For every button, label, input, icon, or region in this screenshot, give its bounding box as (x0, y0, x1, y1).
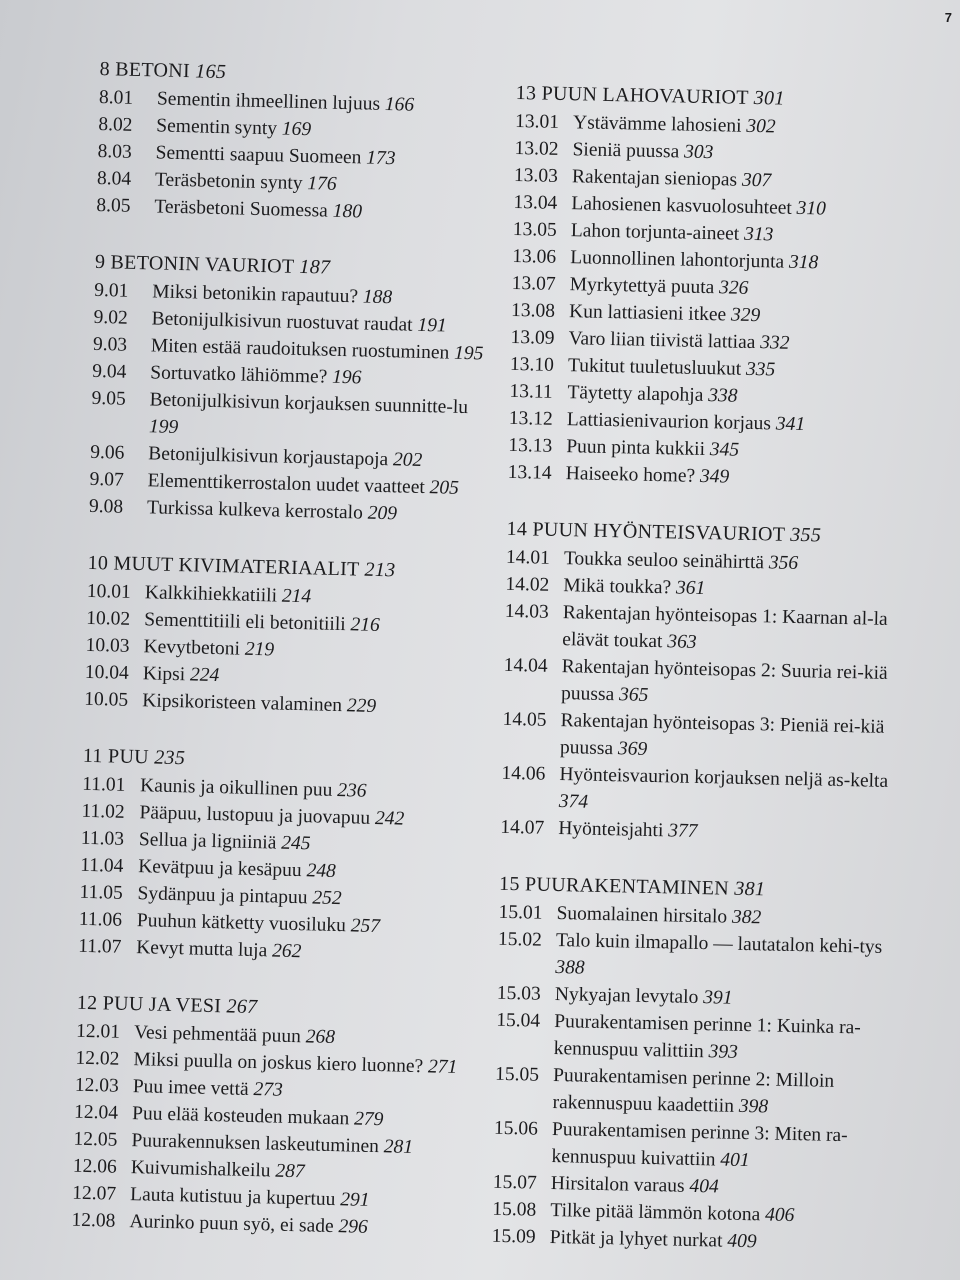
entry-title: Teräsbetonin synty (154, 169, 303, 194)
entry-page: 176 (307, 173, 337, 195)
entry-title: Kipsi (142, 663, 186, 686)
entry-title: Hyönteisvaurion korjauksen neljä as-kelta (559, 764, 889, 792)
entry-title: Varo liian tiivistä lattiaa (568, 328, 756, 354)
entry-title: Sydänpuu ja pintapuu (137, 883, 308, 909)
entry-title: Rakentajan sieniopas (571, 166, 738, 191)
entry-page: 205 (429, 477, 460, 499)
entry-title: Tilke pitää lämmön kotona (550, 1199, 761, 1226)
entry-number: 14.06 (501, 762, 546, 785)
entry-title: Puurakentamisen perinne 1: Kuinka ra-kennuspuu valittiin (553, 1011, 861, 1063)
entry-page: 329 (730, 304, 761, 327)
entry-number: 14.04 (503, 654, 548, 677)
entry-page: 335 (745, 358, 776, 381)
entry-number: 11.04 (79, 854, 124, 877)
toc-entry (503, 652, 894, 714)
chapter-page: 301 (753, 86, 785, 110)
chapter-title: 14 PUUN HYÖNTEISVAURIOT (506, 517, 786, 546)
entry-page: 245 (281, 832, 311, 855)
entry-number: 12.06 (72, 1155, 117, 1178)
entry-title: Kuivumishalkeilu (130, 1157, 271, 1182)
entry-number: 13.09 (510, 326, 555, 349)
entry-title-line (559, 761, 892, 822)
entry-page: 393 (708, 1041, 739, 1063)
entry-title: Pitkät ja lyhyet nurkat (549, 1226, 723, 1252)
entry-number: 12.08 (71, 1209, 116, 1232)
entry-title: Sortuvatko lähiömme? (150, 362, 328, 388)
entry-number: 8.05 (96, 194, 131, 217)
entry-number: 13.12 (508, 407, 553, 430)
toc-chapter (491, 871, 889, 1258)
entry-number: 15.08 (492, 1198, 537, 1221)
entry-title-line (555, 927, 888, 988)
entry-number: 13.07 (511, 272, 556, 295)
entry-title-line (553, 1008, 886, 1069)
entry-page: 409 (727, 1230, 757, 1253)
page-number: 7 (944, 10, 952, 25)
toc-entry (495, 1007, 886, 1069)
entry-page: 332 (760, 332, 790, 354)
entry-page: 173 (366, 147, 396, 170)
entry-page: 236 (337, 780, 367, 802)
entry-title-line (558, 815, 890, 849)
entry-number: 11.07 (77, 935, 122, 958)
entry-number: 13.02 (514, 137, 559, 160)
entry-title: Lahosienen kasvuolosuhteet (571, 193, 792, 219)
entry-title: Vesi pehmentää puun (133, 1022, 302, 1048)
entry-title: Sellua ja ligniiniä (138, 829, 277, 854)
entry-number: 9.05 (91, 387, 127, 410)
entry-title-line (560, 707, 893, 768)
entry-page: 404 (689, 1175, 719, 1198)
toc-column-right (491, 80, 906, 1280)
entry-page: 318 (788, 251, 819, 274)
entry-number: 13.04 (513, 191, 558, 214)
entry-number: 9.02 (93, 306, 128, 329)
entry-page: 401 (720, 1149, 750, 1172)
entry-page: 406 (764, 1204, 795, 1227)
entry-title: Teräsbetoni Suomessa (154, 196, 329, 222)
chapter-title: 15 PUURAKENTAMINEN (498, 872, 730, 900)
toc-chapter (507, 80, 905, 494)
entry-page: 273 (253, 1079, 284, 1101)
entry-page: 279 (353, 1108, 384, 1131)
entry-title: Pääpuu, lustopuu ja juovapuu (139, 802, 371, 829)
entry-number: 15.02 (497, 928, 543, 951)
entry-number: 9.03 (92, 333, 128, 356)
entry-number: 14.05 (502, 708, 547, 731)
chapter-page: 213 (364, 558, 396, 582)
entry-page: 382 (731, 906, 762, 929)
toc-chapter (84, 550, 488, 723)
entry-title-line (562, 599, 895, 660)
entry-title: Myrkytettyä puuta (569, 274, 715, 299)
entry-page: 369 (617, 738, 648, 760)
entry-number: 13.08 (510, 299, 556, 322)
entry-number: 14.01 (505, 546, 551, 569)
entry-page: 257 (350, 915, 381, 938)
entry-title: Kun lattiasieni itkee (568, 301, 727, 326)
entry-page: 374 (558, 791, 589, 813)
toc-chapter (96, 56, 500, 229)
toc-entry (493, 1115, 884, 1177)
entry-number: 15.03 (496, 982, 541, 1005)
entry-title: Turkissa kulkeva kerrostalo (146, 497, 364, 524)
toc-chapter (71, 990, 477, 1244)
entry-title: Sieniä puussa (572, 139, 680, 163)
entry-number: 14.02 (505, 573, 550, 596)
entry-page: 341 (775, 413, 806, 436)
chapter-title: 13 PUUN LAHOVAURIOT (515, 81, 749, 109)
entry-page: 191 (417, 314, 447, 337)
entry-title: Kevyt mutta luja (135, 937, 268, 962)
entry-title: Betonijulkisivun korjauksen suunnitte-lu (149, 389, 469, 419)
toc-column-left (70, 56, 499, 1273)
entry-title: Puu imee vettä (132, 1076, 249, 1100)
entry-title: Luonnollinen lahontorjunta (570, 247, 785, 273)
entry-page: 166 (384, 93, 415, 116)
entry-page: 377 (668, 820, 698, 842)
entry-title: Puurakennuksen laskeutuminen (131, 1130, 380, 1158)
chapter-page: 235 (153, 746, 186, 770)
entry-page: 326 (718, 277, 749, 299)
entry-page: 291 (339, 1189, 370, 1211)
entry-number: 13.11 (509, 380, 553, 403)
entry-page: 338 (707, 385, 738, 407)
entry-title: Lahon torjunta-aineet (570, 220, 740, 245)
entry-page: 268 (305, 1026, 336, 1049)
entry-title: Nykyajan levytalo (554, 984, 699, 1009)
entry-page: 365 (618, 684, 649, 706)
entry-page: 363 (667, 631, 697, 653)
entry-title: Kalkkihiekkatiili (144, 582, 278, 607)
entry-title: Elementtikerrostalon uudet vaatteet (147, 470, 426, 499)
entry-page: 313 (743, 223, 774, 246)
entry-page: 345 (709, 439, 740, 461)
entry-title-line (552, 1062, 885, 1123)
entry-title: Puurakentamisen perinne 3: Miten ra-kennuspuu kuivattiin (551, 1118, 848, 1171)
entry-title: Rakentajan hyönteisopas 3: Pieniä rei-kiä puussa (559, 710, 885, 760)
chapter-title: 12 PUU JA VESI (76, 991, 222, 1018)
entry-title: Miksi puulla on joskus kiero luonne? (133, 1049, 424, 1078)
entry-number: 13.06 (512, 245, 557, 268)
entry-page: 388 (555, 957, 585, 979)
entry-title: Rakentajan hyönteisopas 1: Kaarnan al-la elävät toukat (562, 602, 888, 653)
entry-page: 219 (244, 638, 275, 661)
entry-number: 15.06 (493, 1117, 539, 1140)
entry-number: 10.04 (84, 661, 130, 684)
entry-title: Hyönteisjahti (558, 818, 664, 842)
chapter-title: 8 BETONI (99, 57, 191, 83)
entry-number: 8.03 (97, 140, 133, 163)
entry-number: 9.01 (94, 279, 129, 302)
entry-title: Sementin synty (156, 115, 278, 140)
entry-title: Tukitut tuuletusluukut (567, 355, 742, 380)
chapter-title: 11 PUU (82, 744, 150, 769)
entry-number: 9.04 (92, 360, 127, 383)
entry-title: Puun pinta kukkii (566, 436, 706, 461)
chapter-title: 10 MUUT KIVIMATERIAALIT (87, 551, 360, 581)
entry-page: 356 (768, 552, 799, 575)
entry-number: 12.01 (75, 1020, 121, 1043)
entry-page: 216 (350, 614, 381, 637)
chapter-page: 165 (195, 60, 227, 84)
toc-chapter (89, 249, 496, 530)
entry-title: Sementti saapuu Suomeen (155, 142, 362, 169)
chapter-page: 381 (734, 877, 766, 901)
entry-page: 398 (738, 1095, 769, 1118)
entry-number: 9.08 (88, 495, 124, 518)
entry-title: Täytetty alapohja (567, 382, 704, 406)
toc-entry (501, 760, 892, 822)
entry-number: 12.05 (73, 1128, 118, 1151)
entry-number: 15.01 (498, 901, 543, 924)
entry-number: 15.05 (494, 1063, 540, 1086)
entry-title: Miten estää raudoituksen ruostuminen (150, 335, 450, 364)
entry-title: Haiseeko home? (565, 463, 696, 487)
chapter-page: 187 (299, 255, 331, 279)
entry-number: 13.05 (512, 218, 557, 241)
toc-entry (497, 926, 888, 988)
entry-page: 224 (189, 664, 220, 687)
entry-title-line (549, 1224, 881, 1258)
entry-number: 9.07 (89, 468, 125, 491)
entry-number: 8.02 (98, 113, 133, 136)
toc-entry (494, 1061, 885, 1123)
entry-number: 15.07 (492, 1171, 537, 1194)
entry-title: Toukka seuloo seinähirttä (563, 548, 765, 574)
entry-page: 188 (362, 286, 393, 309)
entry-page: 349 (699, 465, 730, 488)
entry-page: 271 (427, 1056, 458, 1079)
entry-number: 12.03 (74, 1074, 119, 1097)
entry-number: 12.04 (73, 1101, 119, 1124)
toc-chapter (500, 516, 897, 849)
entry-number: 10.02 (86, 607, 131, 630)
entry-page: 262 (271, 940, 302, 963)
entry-page: 195 (453, 342, 484, 365)
entry-title: Kevytbetoni (143, 636, 241, 660)
toc-entry (502, 706, 893, 768)
entry-title: Hirsitalon varaus (550, 1172, 685, 1197)
entry-title: Puurakentamisen perinne 2: Milloin rakennuspuu kaadettiin (552, 1064, 835, 1117)
entry-number: 13.14 (507, 461, 552, 484)
entry-page: 361 (675, 577, 706, 600)
entry-number: 14.07 (500, 816, 545, 839)
entry-number: 11.05 (79, 881, 123, 904)
entry-title: Ystävämme lahosieni (572, 112, 742, 137)
entry-title-line (551, 1116, 884, 1177)
entry-number: 15.09 (491, 1225, 536, 1248)
entry-page: 169 (281, 118, 312, 141)
entry-number: 13.01 (514, 110, 560, 133)
entry-title: Mikä toukka? (563, 575, 672, 599)
entry-page: 214 (281, 585, 312, 608)
toc-entry (91, 385, 492, 449)
entry-title: Sementin ihmeellinen lujuus (156, 88, 381, 115)
entry-page: 310 (796, 197, 827, 220)
entry-page: 209 (367, 502, 398, 525)
entry-number: 13.10 (509, 353, 555, 376)
entry-number: 11.01 (81, 773, 126, 796)
entry-title-line (149, 386, 492, 448)
entry-number: 10.03 (85, 634, 130, 657)
entry-title: Lauta kutistuu ja kupertuu (129, 1184, 336, 1211)
entry-page: 199 (148, 416, 179, 439)
entry-number: 13.03 (513, 164, 559, 187)
entry-page: 196 (331, 366, 362, 389)
entry-title: Puuhun kätketty vuosiluku (136, 910, 347, 937)
chapter-page: 355 (790, 523, 822, 547)
entry-title: Kipsikoristeen valaminen (142, 690, 343, 717)
entry-title: Kaunis ja oikullinen puu (139, 775, 333, 801)
entry-page: 248 (306, 860, 337, 883)
entry-number: 11.06 (78, 908, 123, 931)
entry-page: 242 (374, 807, 405, 830)
chapter-title: 9 BETONIN VAURIOT (94, 250, 295, 278)
entry-title: Talo kuin ilmapallo — lautatalon kehi-tys (555, 930, 883, 958)
entry-number: 13.13 (508, 434, 553, 457)
entry-page: 307 (741, 169, 772, 192)
entry-number: 11.03 (80, 827, 125, 850)
entry-page: 303 (683, 141, 714, 164)
entry-title: Suomalainen hirsitalo (556, 903, 728, 928)
entry-title: Rakentajan hyönteisopas 2: Suuria rei-kiä puussa (560, 656, 888, 706)
entry-title: Betonijulkisivun ruostuvat raudat (151, 308, 413, 336)
entry-title: Miksi betonikin rapautuu? (151, 281, 359, 308)
entry-number: 8.01 (98, 86, 134, 109)
entry-number: 15.04 (496, 1009, 541, 1032)
entry-page: 391 (702, 987, 733, 1009)
entry-number: 12.02 (75, 1047, 120, 1070)
entry-number: 12.07 (71, 1182, 117, 1205)
toc-chapter (78, 743, 483, 970)
entry-title-line (561, 653, 894, 714)
entry-page: 287 (275, 1160, 305, 1183)
entry-title-line (565, 460, 897, 494)
entry-number: 8.04 (96, 167, 132, 190)
entry-number: 14.03 (504, 600, 549, 623)
chapter-page: 267 (226, 995, 258, 1019)
entry-page: 180 (332, 200, 363, 223)
entry-page: 229 (346, 695, 377, 717)
entry-title: Betonijulkisivun korjaustapoja (148, 443, 389, 471)
entry-title: Lattiasienivaurion korjaus (566, 409, 772, 435)
entry-number: 10.05 (84, 688, 129, 711)
toc-entry (504, 598, 895, 660)
entry-number: 9.06 (90, 441, 125, 464)
entry-title: Sementtitiili eli betonitiili (143, 609, 346, 636)
entry-page: 202 (392, 449, 423, 471)
entry-page: 252 (312, 887, 342, 910)
entry-number: 10.01 (86, 580, 132, 603)
entry-title: Puu elää kosteuden mukaan (131, 1103, 350, 1130)
entry-page: 302 (746, 115, 776, 138)
entry-title: Aurinko puun syö, ei sade (129, 1211, 334, 1238)
entry-title: Kevätpuu ja kesäpuu (137, 856, 302, 882)
entry-number: 11.02 (81, 800, 125, 823)
entry-page: 281 (383, 1136, 414, 1158)
entry-page: 296 (338, 1216, 369, 1238)
